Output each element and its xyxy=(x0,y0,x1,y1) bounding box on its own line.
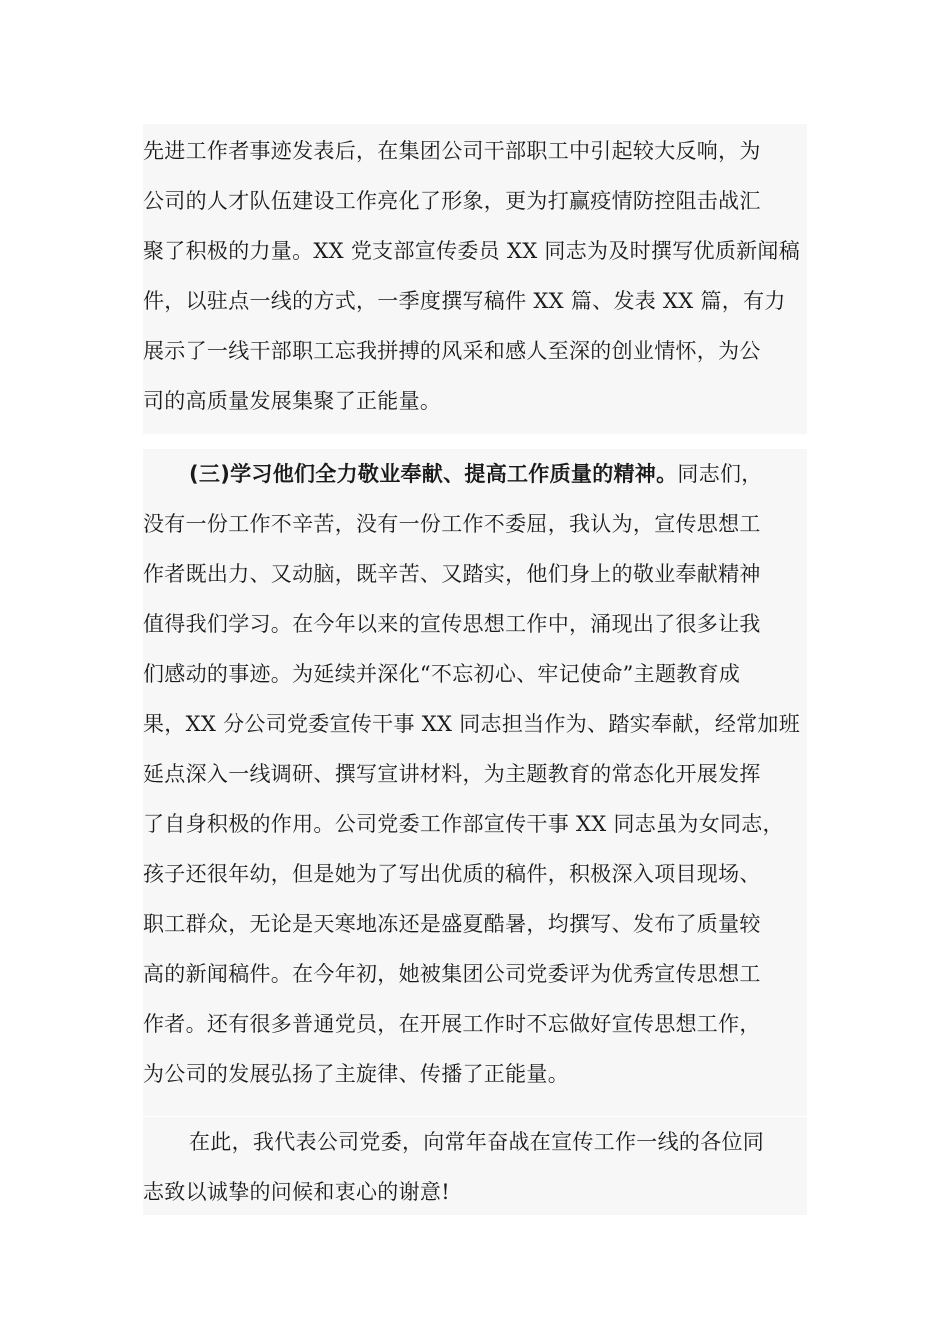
paragraph-1 xyxy=(143,124,807,434)
text-line: 高的新闻稿件。在今年初，她被集团公司党委评为优秀宣传思想工 xyxy=(143,962,761,986)
text-line: 果，XX 分公司党委宣传干事 XX 同志担当作为、踏实奉献，经常加班 xyxy=(143,712,801,736)
paragraph-3 xyxy=(143,1117,807,1215)
text-line: 孩子还很年幼，但是她为了写出优质的稿件，积极深入项目现场、 xyxy=(143,862,761,886)
section-heading: (三)学习他们全力敬业奉献、提高工作质量的精神。 xyxy=(189,462,678,486)
text-line: 在此，我代表公司党委，向常年奋战在宣传工作一线的各位同 xyxy=(189,1130,765,1154)
text-line: 志致以诚挚的问候和衷心的谢意! xyxy=(143,1180,450,1204)
text-line: 司的高质量发展集聚了正能量。 xyxy=(143,389,442,413)
text-line: 为公司的发展弘扬了主旋律、传播了正能量。 xyxy=(143,1062,569,1086)
text-line: 们感动的事迹。为延续并深化“不忘初心、牢记使命”主题教育成 xyxy=(143,662,741,686)
text-line: 展示了一线干部职工忘我拼搏的风采和感人至深的创业情怀，为公 xyxy=(143,339,761,363)
text-line: 聚了积极的力量。XX 党支部宣传委员 XX 同志为及时撰写优质新闻稿 xyxy=(143,239,801,263)
text-line: 延点深入一线调研、撰写宣讲材料，为主题教育的常态化开展发挥 xyxy=(143,762,761,786)
text-line: 没有一份工作不辛苦，没有一份工作不委屈，我认为，宣传思想工 xyxy=(143,512,761,536)
text-line: 职工群众，无论是天寒地冻还是盛夏酷暑，均撰写、发布了质量较 xyxy=(143,912,761,936)
text-line: 作者。还有很多普通党员，在开展工作时不忘做好宣传思想工作， xyxy=(143,1012,761,1036)
text-line: 先进工作者事迹发表后，在集团公司干部职工中引起较大反响，为 xyxy=(143,139,761,163)
text-line: 公司的人才队伍建设工作亮化了形象，更为打赢疫情防控阻击战汇 xyxy=(143,189,761,213)
text-line: 作者既出力、又动脑，既辛苦、又踏实，他们身上的敬业奉献精神 xyxy=(143,562,761,586)
text-line: 值得我们学习。在今年以来的宣传思想工作中，涌现出了很多让我 xyxy=(143,612,761,636)
text-segment: 同志们， xyxy=(677,462,763,486)
text-line: 了自身积极的作用。公司党委工作部宣传干事 XX 同志虽为女同志， xyxy=(143,812,784,836)
paragraph-2 xyxy=(143,449,807,1116)
paragraph-first-line xyxy=(143,449,853,499)
text-line: 件，以驻点一线的方式，一季度撰写稿件 XX 篇、发表 XX 篇，有力 xyxy=(143,289,786,313)
